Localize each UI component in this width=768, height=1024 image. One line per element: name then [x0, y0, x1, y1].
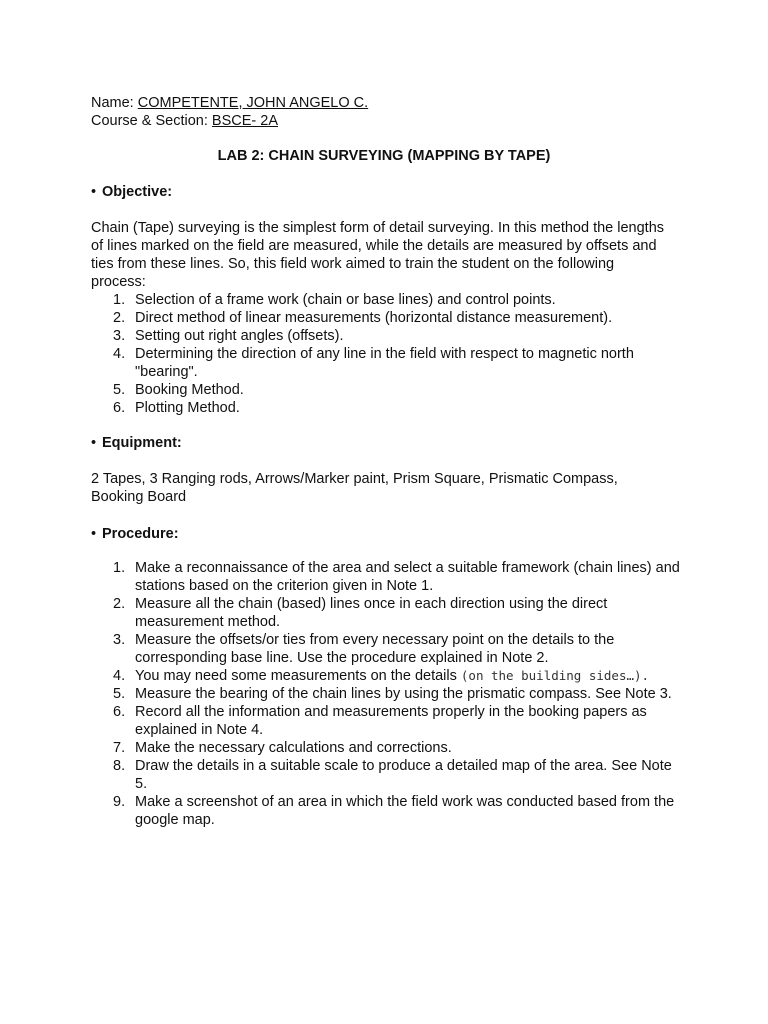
- list-item: 1. Make a reconnaissance of the area and select a suitable framework (chain lines) and stations based on the criterion given in Note 1.: [113, 560, 680, 594]
- objective-heading: • Objective:: [91, 184, 173, 200]
- list-item: 6. Plotting Method.: [113, 400, 240, 416]
- list-item: 5. Measure the bearing of the chain lines by using the prismatic compass. See Note 3.: [113, 686, 672, 702]
- bullet-icon: •: [91, 435, 97, 451]
- procedure-heading: • Procedure:: [91, 526, 179, 542]
- bullet-icon: •: [91, 184, 97, 200]
- equipment-text: 2 Tapes, 3 Ranging rods, Arrows/Marker paint, Prism Square, Prismatic Compass, Booking Board: [91, 471, 618, 505]
- objective-body: [91, 219, 669, 417]
- list-item: 2. Direct method of linear measurements (horizontal distance measurement).: [113, 310, 613, 326]
- list-item: 7. Make the necessary calculations and corrections.: [113, 740, 452, 756]
- bullet-icon: •: [91, 526, 97, 542]
- list-item: 1. Selection of a frame work (chain or base lines) and control points.: [113, 292, 556, 308]
- list-item: 9. Make a screenshot of an area in which the field work was conducted based from the google map.: [113, 794, 675, 828]
- list-item: 8. Draw the details in a suitable scale to produce a detailed map of the area. See Note 5.: [113, 758, 672, 792]
- list-item: 6. Record all the information and measurements properly in the booking papers as explained in Note 4.: [113, 704, 647, 738]
- equipment-heading: • Equipment:: [91, 435, 182, 451]
- name-line: [91, 94, 681, 112]
- list-item: 3. Measure the offsets/or ties from every necessary point on the details to the corresponding base line. Use the procedure explained in Note 2.: [113, 632, 615, 666]
- course-label: Course & Section:: [91, 113, 208, 129]
- list-item: 4. You may need some measurements on the details (on the building sides…).: [113, 668, 650, 684]
- course-line: [91, 112, 681, 130]
- list-item: 3. Setting out right angles (offsets).: [113, 328, 344, 344]
- document-title: LAB 2: CHAIN SURVEYING (MAPPING BY TAPE): [217, 148, 551, 164]
- name-label: Name:: [91, 95, 134, 111]
- list-item: 4. Determining the direction of any line in the field with respect to magnetic north "bearing".: [113, 346, 634, 380]
- list-item: 5. Booking Method.: [113, 382, 244, 398]
- procedure-body: [91, 559, 681, 829]
- objective-intro: Chain (Tape) surveying is the simplest form of detail surveying. In this method the lengths of lines marked on the field are measured, while the details are measured by offsets and ties from these lines. So, this field work aimed to train the student on the following process:: [91, 220, 665, 290]
- objective-list: [91, 291, 669, 417]
- equipment-body: [91, 470, 651, 506]
- building-sides-note: (on the building sides…).: [460, 668, 650, 683]
- course-value: BSCE- 2A: [211, 113, 278, 129]
- header-block: [91, 94, 681, 130]
- name-value: COMPETENTE, JOHN ANGELO C.: [137, 95, 369, 111]
- procedure-list: [91, 559, 681, 829]
- list-item: 2. Measure all the chain (based) lines once in each direction using the direct measurement method.: [113, 596, 608, 630]
